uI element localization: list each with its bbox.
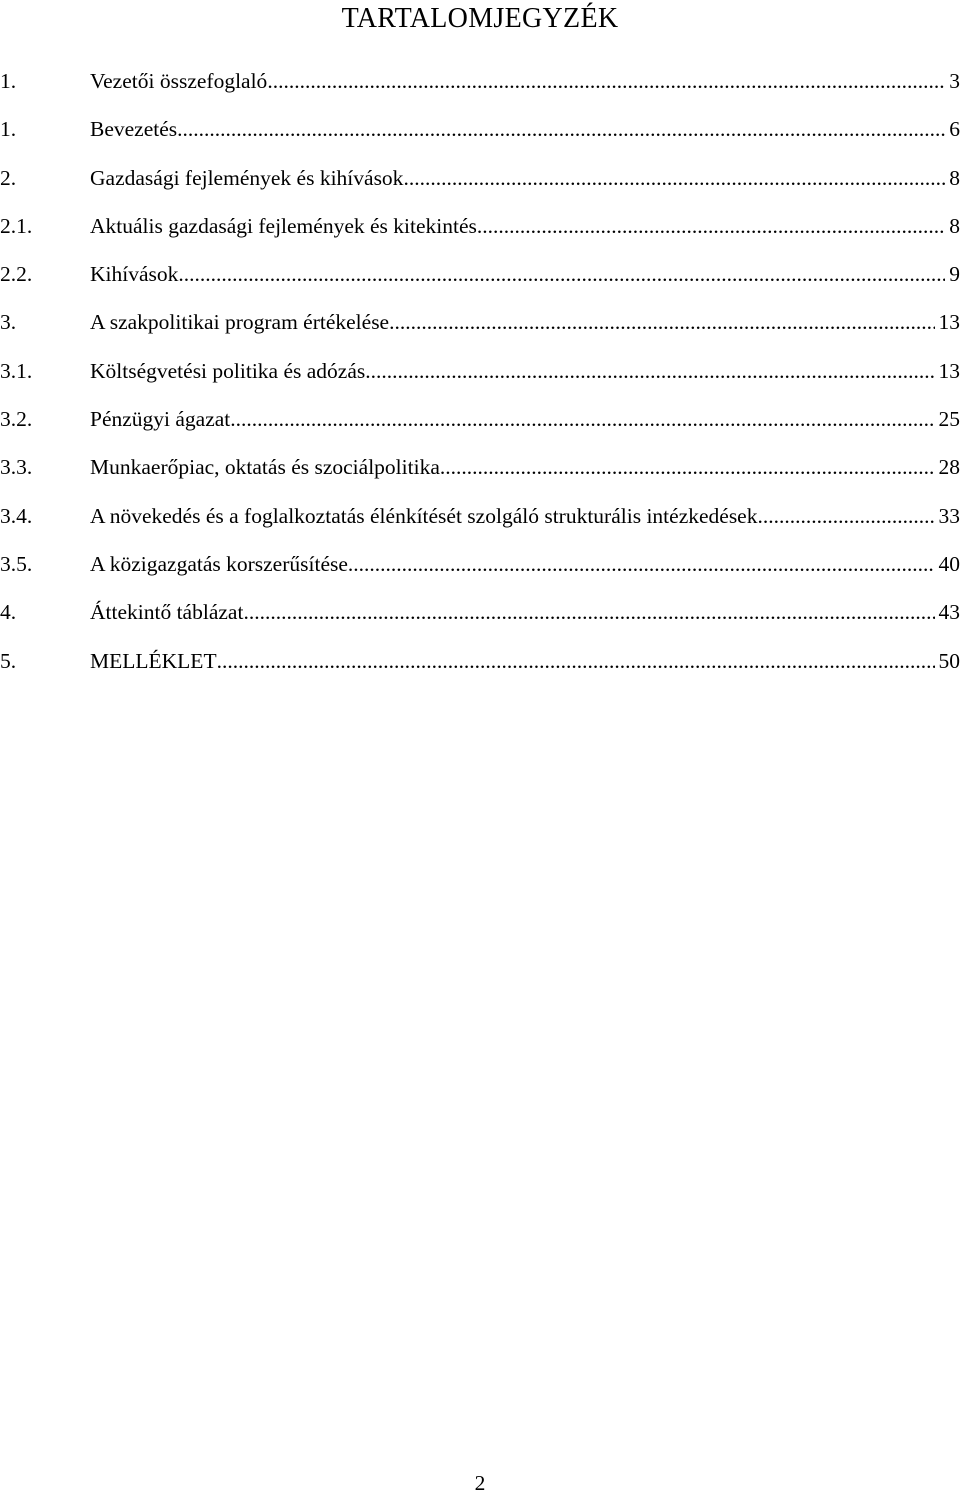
toc-entry-policy-program-evaluation[interactable]	[0, 303, 960, 351]
toc-entry-number: 5.	[0, 642, 90, 680]
toc-entry-fiscal-policy[interactable]	[0, 352, 960, 400]
toc-entry-number: 3.4.	[0, 497, 90, 535]
toc-entry-title: Gazdasági fejlemények és kihívások	[90, 159, 403, 197]
toc-entry-financial-sector[interactable]	[0, 400, 960, 448]
toc-entry-page: 43	[935, 593, 960, 631]
table-of-contents	[0, 62, 960, 690]
toc-entry-number: 3.1.	[0, 352, 90, 390]
toc-entry-appendix[interactable]	[0, 642, 960, 690]
toc-entry-title: Költségvetési politika és adózás	[90, 352, 365, 390]
dot-leader	[477, 207, 945, 245]
toc-entry-structural-measures[interactable]	[0, 497, 960, 545]
toc-entry-number: 2.2.	[0, 255, 90, 293]
toc-entry-executive-summary[interactable]	[0, 62, 960, 110]
toc-entry-challenges[interactable]	[0, 255, 960, 303]
toc-entry-page: 3	[945, 62, 960, 100]
dot-leader	[403, 159, 945, 197]
toc-entry-title: Munkaerőpiac, oktatás és szociálpolitika	[90, 448, 440, 486]
toc-entry-number: 1.	[0, 110, 90, 148]
toc-entry-title: Áttekintő táblázat	[90, 593, 243, 631]
dot-leader	[440, 448, 935, 486]
toc-entry-title: A közigazgatás korszerűsítése	[90, 545, 348, 583]
toc-entry-number: 3.2.	[0, 400, 90, 438]
dot-leader	[217, 642, 935, 680]
toc-entry-number: 3.5.	[0, 545, 90, 583]
toc-entry-number: 2.1.	[0, 207, 90, 245]
toc-entry-page: 25	[935, 400, 960, 438]
toc-entry-public-administration[interactable]	[0, 545, 960, 593]
dot-leader	[348, 545, 935, 583]
page-number: 2	[0, 1470, 960, 1496]
toc-entry-page: 13	[935, 352, 960, 390]
dot-leader	[230, 400, 934, 438]
toc-entry-overview-table[interactable]	[0, 593, 960, 641]
dot-leader	[757, 497, 934, 535]
toc-entry-page: 8	[945, 207, 960, 245]
dot-leader	[365, 352, 934, 390]
toc-entry-title: MELLÉKLET	[90, 642, 217, 680]
toc-entry-page: 50	[935, 642, 960, 680]
toc-entry-page: 13	[935, 303, 960, 341]
toc-entry-page: 6	[945, 110, 960, 148]
dot-leader	[177, 110, 945, 148]
toc-entry-page: 8	[945, 159, 960, 197]
toc-entry-page: 9	[945, 255, 960, 293]
toc-entry-current-developments[interactable]	[0, 207, 960, 255]
dot-leader	[389, 303, 934, 341]
toc-entry-labour-market[interactable]	[0, 448, 960, 496]
toc-entry-number: 3.3.	[0, 448, 90, 486]
toc-entry-title: A szakpolitikai program értékelése	[90, 303, 389, 341]
dot-leader	[267, 62, 945, 100]
toc-entry-title: A növekedés és a foglalkoztatás élénkítését szolgáló strukturális intézkedések	[90, 497, 757, 535]
toc-entry-title: Pénzügyi ágazat	[90, 400, 230, 438]
toc-entry-page: 33	[935, 497, 960, 535]
toc-entry-number: 3.	[0, 303, 90, 341]
dot-leader	[243, 593, 934, 631]
toc-entry-page: 40	[935, 545, 960, 583]
toc-entry-title: Vezetői összefoglaló	[90, 62, 267, 100]
toc-entry-introduction[interactable]	[0, 110, 960, 158]
dot-leader	[178, 255, 945, 293]
toc-entry-economic-developments[interactable]	[0, 159, 960, 207]
toc-entry-page: 28	[935, 448, 960, 486]
toc-entry-number: 2.	[0, 159, 90, 197]
toc-entry-number: 1.	[0, 62, 90, 100]
toc-entry-title: Aktuális gazdasági fejlemények és kitekintés	[90, 207, 477, 245]
toc-entry-title: Bevezetés	[90, 110, 177, 148]
toc-entry-number: 4.	[0, 593, 90, 631]
page-title: TARTALOMJEGYZÉK	[0, 2, 960, 36]
toc-entry-title: Kihívások	[90, 255, 178, 293]
